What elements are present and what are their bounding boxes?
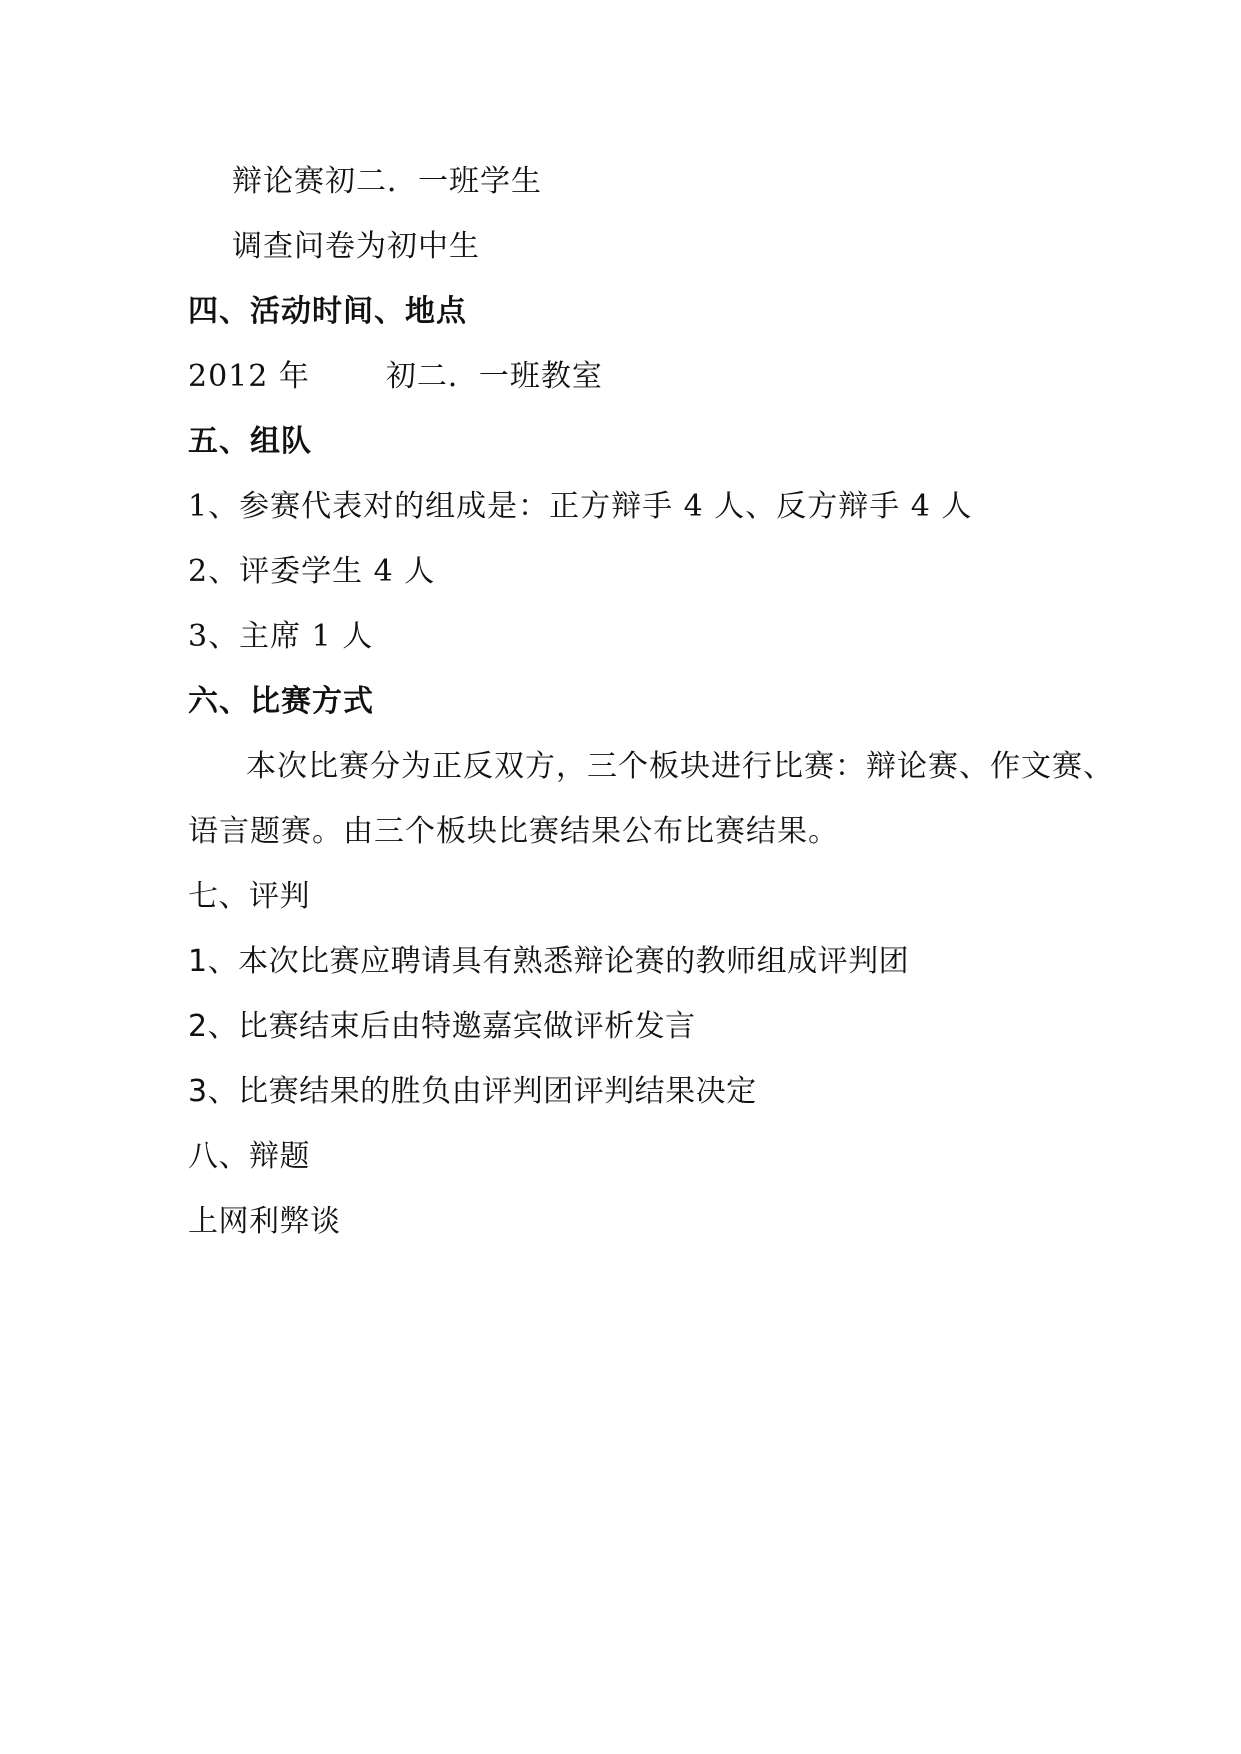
section7-heading: 七、评判: [188, 879, 310, 914]
participants-survey: 调查问卷为初中生: [232, 229, 480, 264]
section5-heading: 五、组队: [188, 424, 312, 459]
judging-item-3: 3、比赛结果的胜负由评判团评判结果决定: [188, 1074, 757, 1109]
team-item-2: 2、评委学生 4 人: [188, 554, 436, 589]
format-paragraph-line1: 本次比赛分为正反双方，三个板块进行比赛：辩论赛、作文赛、: [246, 749, 1114, 784]
section8-heading: 八、辩题: [188, 1139, 310, 1174]
team-item-1: 1、参赛代表对的组成是：正方辩手 4 人、反方辩手 4 人: [188, 489, 973, 524]
activity-location: 初二．一班教室: [385, 359, 603, 394]
debate-topic: 上网利弊谈: [188, 1204, 341, 1239]
judging-item-2: 2、比赛结束后由特邀嘉宾做评析发言: [188, 1009, 696, 1044]
time-location-line: [188, 357, 603, 397]
section4-heading: 四、活动时间、地点: [188, 294, 467, 329]
participants-debate: 辩论赛初二．一班学生: [232, 164, 542, 199]
team-item-3: 3、主席 1 人: [188, 619, 374, 654]
format-paragraph-line2: 语言题赛。由三个板块比赛结果公布比赛结果。: [188, 814, 839, 849]
activity-year: 2012 年: [188, 359, 310, 394]
section6-heading: 六、比赛方式: [188, 684, 374, 719]
judging-item-1: 1、本次比赛应聘请具有熟悉辩论赛的教师组成评判团: [188, 944, 910, 979]
